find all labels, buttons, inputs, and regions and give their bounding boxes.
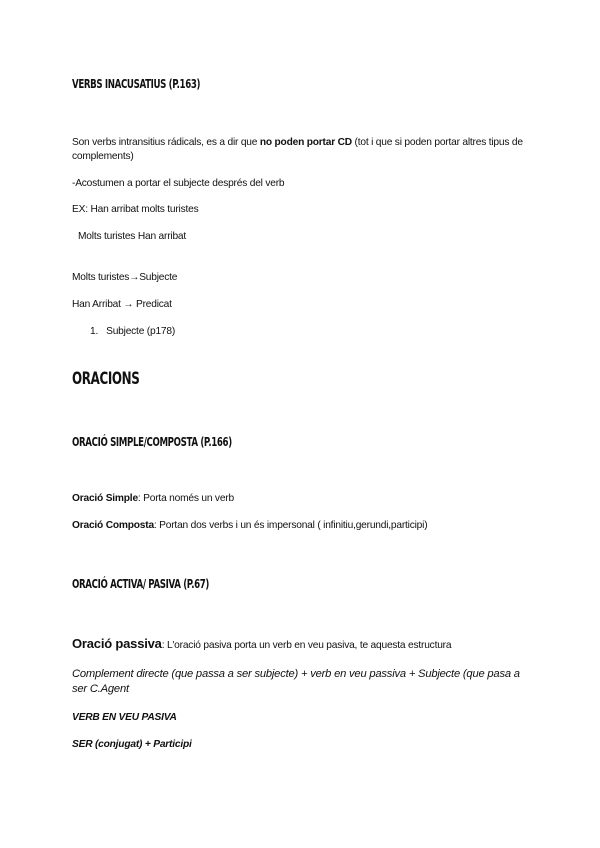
verbs-example-line: EX: Han arribat molts turistes — [72, 204, 199, 215]
oracio-simple-definition — [72, 492, 234, 506]
verbs-intro-pre: Son verbs intransitius rádicals, es a dir que — [72, 137, 260, 148]
verbs-subject-position-line: -Acostumen a portar el subjecte després del verb — [72, 178, 285, 189]
oracio-passiva-term: Oració passiva — [72, 636, 162, 651]
oracio-simple-composta-heading: ORACIÓ SIMPLE/COMPOSTA (P.166) — [72, 435, 232, 449]
verbs-intro-paragraph — [72, 136, 542, 164]
oracio-activa-pasiva-heading: ORACIÓ ACTIVA/ PASIVA (P.67) — [72, 577, 210, 591]
verbs-list-item — [90, 325, 175, 339]
oracio-composta-term: Oració Composta — [72, 520, 154, 531]
verbs-example-alt-line: Molts turistes Han arribat — [78, 231, 187, 242]
verbs-intro-post: (tot i que si poden portar altres tipus de complements) — [72, 137, 523, 162]
oracio-passiva-definition — [72, 637, 451, 653]
passiva-structure-text: Complement directe (que passa a ser subjecte) + verb en veu passiva + Subjecte (que pasa a ser C.Agent — [72, 668, 520, 695]
list-item-text: Subjecte (p178) — [106, 326, 176, 337]
list-item-number: 1. — [90, 326, 99, 337]
ser-participi-formula: SER (conjugat) + Participi — [72, 739, 192, 750]
verbs-inacusatius-heading: VERBS INACUSATIUS (P.163) — [72, 77, 201, 91]
oracio-simple-term: Oració Simple — [72, 493, 138, 504]
predicate-mapping-line: Han Arribat → Predicat — [72, 299, 172, 310]
veu-passiva-label: VERB EN VEU PASIVA — [72, 712, 177, 723]
oracio-passiva-desc: : L'oració pasiva porta un verb en veu pasiva, te aquesta estructura — [161, 640, 452, 651]
oracio-composta-desc: : Portan dos verbs i un és impersonal ( infinitiu,gerundi,participi) — [153, 520, 428, 531]
subject-mapping-line: Molts turistes→Subjecte — [72, 272, 178, 283]
oracio-composta-definition — [72, 519, 427, 533]
oracio-simple-desc: : Porta només un verb — [137, 493, 234, 504]
verbs-intro-bold: no poden portar CD — [259, 137, 352, 148]
oracions-heading: ORACIONS — [72, 369, 140, 389]
